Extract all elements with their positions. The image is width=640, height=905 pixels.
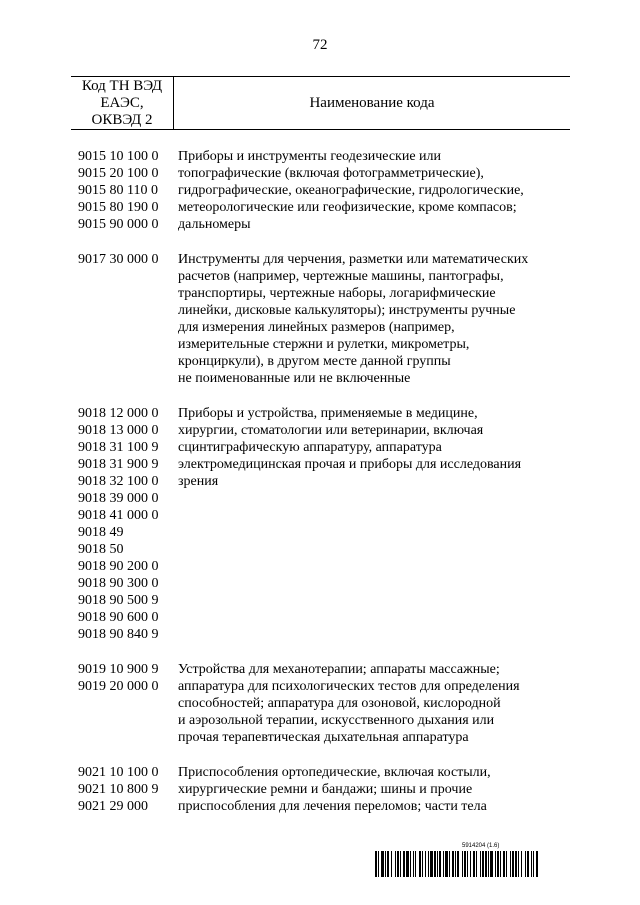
code-list xyxy=(78,661,178,746)
code-header-line: Код ТН ВЭД xyxy=(81,77,163,94)
code-entry xyxy=(78,251,573,387)
code-entries-list xyxy=(78,148,573,833)
code-value: 9018 90 200 0 xyxy=(78,559,159,574)
code-value: 9018 49 xyxy=(78,525,124,540)
code-value: 9018 90 500 9 xyxy=(78,593,159,608)
code-list xyxy=(78,764,178,815)
code-value: 9018 39 000 0 xyxy=(78,491,159,506)
code-value: 9017 30 000 0 xyxy=(78,252,159,267)
page-number: 72 xyxy=(312,37,328,53)
code-value: 9018 41 000 0 xyxy=(78,508,159,523)
code-description: Приспособления ортопедические, включая костыли, хирургические ремни и бандажи; шины и прочие приспособления для лечения переломов; части тела xyxy=(178,765,491,814)
barcode-label: 5914204 (1.6) xyxy=(462,843,500,849)
code-description: Приборы и инструменты геодезические или топографические (включая фотограмметрические), гидрографические, океанографические, гидрологические, метеорологические или геофизические, кроме компасов; дальномеры xyxy=(178,149,524,232)
code-value: 9018 31 100 9 xyxy=(78,440,159,455)
code-value: 9018 32 100 0 xyxy=(78,474,159,489)
code-value: 9015 10 100 0 xyxy=(78,149,159,164)
code-list xyxy=(78,251,178,387)
code-value: 9018 90 300 0 xyxy=(78,576,159,591)
code-value: 9018 50 xyxy=(78,542,124,557)
code-value: 9018 12 000 0 xyxy=(78,406,159,421)
code-entry xyxy=(78,405,573,643)
code-entry xyxy=(78,764,573,815)
code-value: 9018 90 600 0 xyxy=(78,610,159,625)
code-description: Инструменты для черчения, разметки или математических расчетов (например, чертежные машины, пантографы, транспортиры, чертежные наборы, логарифмические линейки, дисковые калькуляторы); инструменты ручные для измерения линейных размеров (например, измерительные стержни и рулетки, микрометры, кронциркули), в другом месте данной группы не поименованные или не включенные xyxy=(178,252,529,386)
code-value: 9015 80 190 0 xyxy=(78,200,159,215)
code-description: Приборы и устройства, применяемые в медицине, хирургии, стоматологии или ветеринарии, включая сцинтиграфическую аппаратуру, аппаратура электромедицинская прочая и приборы для исследования зрения xyxy=(178,406,522,489)
name-column-header: Наименование кода xyxy=(309,94,435,111)
code-description: Устройства для механотерапии; аппараты массажные; аппаратура для психологических тестов для определения способностей; аппаратура для озоновой, кислородной и аэрозольной терапии, искусственного дыхания или прочая терапевтическая дыхательная аппаратура xyxy=(178,662,520,745)
code-value: 9015 20 100 0 xyxy=(78,166,159,181)
code-header-line: ОКВЭД 2 xyxy=(91,111,153,128)
code-value: 9015 90 000 0 xyxy=(78,217,159,232)
barcode-bar xyxy=(536,851,538,877)
code-list xyxy=(78,405,178,643)
code-value: 9019 20 000 0 xyxy=(78,679,159,694)
code-header-line: ЕАЭС, xyxy=(100,94,144,111)
code-value: 9021 10 800 9 xyxy=(78,782,159,797)
code-value: 9018 31 900 9 xyxy=(78,457,159,472)
code-column-header xyxy=(71,77,174,129)
code-value: 9019 10 900 9 xyxy=(78,662,159,677)
code-entry xyxy=(78,148,573,233)
code-value: 9021 29 000 xyxy=(78,799,148,814)
code-entry xyxy=(78,661,573,746)
code-value: 9018 90 840 9 xyxy=(78,627,159,642)
code-value: 9018 13 000 0 xyxy=(78,423,159,438)
table-header xyxy=(71,76,570,130)
code-value: 9021 10 100 0 xyxy=(78,765,159,780)
code-list xyxy=(78,148,178,233)
code-value: 9015 80 110 0 xyxy=(78,183,158,198)
barcode xyxy=(375,851,590,877)
